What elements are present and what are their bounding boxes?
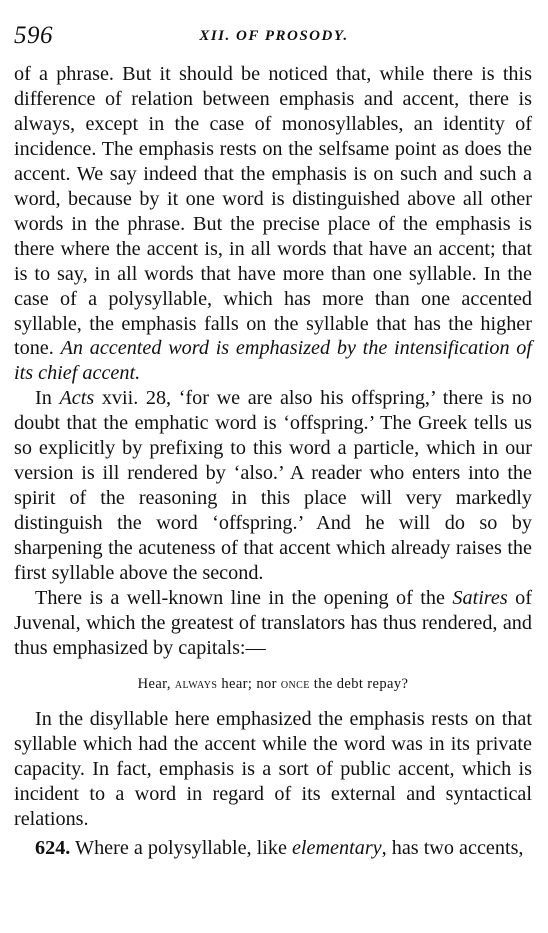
paragraph-1-text: of a phrase. But it should be noticed that, while there is this difference of relation between emphasis and accent, there is always, except in the case of monosyllables, an identity of incidence. The emphasis rests on the selfsame point as does the accent. We say indeed that the emphasis is on such and such a word, because by it one word is distinguished above all other words in the phrase. But the precise place of the emphasis is there where the accent is, in all words that have an accent; that is to say, in all words that have more than one syllable. In the case of a polysyllable, which has more than one accented syllable, the emphasis falls on the syllable that has the higher tone. xyxy=(14,63,532,360)
page-number: 596 xyxy=(14,22,53,49)
paragraph-1-italic-rule: An accented word is emphasized by the intensification of its chief accent. xyxy=(14,337,532,385)
quoted-line xyxy=(14,673,532,695)
paragraph-4 xyxy=(14,707,532,832)
section-number: 624. xyxy=(35,836,71,859)
paragraph-5-text-before: Where a polysyllable, like xyxy=(75,836,287,859)
paragraph-4-text: In the disyllable here emphasized the emphasis rests on that syllable which had the accent while the word was in its private capacity. In fact, emphasis is a sort of public accent, which is incident to a word in regard of its external and syntactical relations. xyxy=(14,707,532,830)
running-head xyxy=(12,22,536,50)
paragraph-2-lead: In xyxy=(35,387,52,410)
acts-reference: Acts xyxy=(59,387,95,410)
quote-part-2: hear; nor xyxy=(221,675,277,692)
quote-part-3: the debt repay? xyxy=(313,675,409,692)
quote-part-1: Hear, xyxy=(137,675,171,692)
paragraph-5 xyxy=(14,836,532,861)
satires-title: Satires xyxy=(452,587,508,610)
paragraph-3-text-after: of Juvenal, which the greatest of translators has thus rendered, and thus emphasized by capitals:— xyxy=(14,587,532,659)
paragraph-3-text-before: There is a well-known line in the opening of the xyxy=(35,587,445,610)
paragraph-5-text-after: , has two accents, xyxy=(381,836,524,859)
paragraph-1 xyxy=(14,62,532,386)
paragraph-3 xyxy=(14,586,532,661)
quote-caps-always: always xyxy=(174,675,218,692)
body-text xyxy=(14,62,532,861)
quote-caps-once: once xyxy=(280,675,310,692)
elementary-word: elementary xyxy=(291,836,382,859)
paragraph-2-text: xvii. 28, ‘for we are also his offspring,’ there is no doubt that the emphatic word is ‘offspring.’ The Greek tells us so explicitly by prefixing to this word a particle, which in our version is ill rendered by ‘also.’ A reader who enters into the spirit of the reasoning in this place will very markedly distinguish the word ‘offspring.’ And he will do so by sharpening the acuteness of that accent which already raises the first syllable above the second. xyxy=(14,387,532,585)
running-title: XII. OF PROSODY. xyxy=(199,28,349,44)
paragraph-2 xyxy=(14,386,532,586)
